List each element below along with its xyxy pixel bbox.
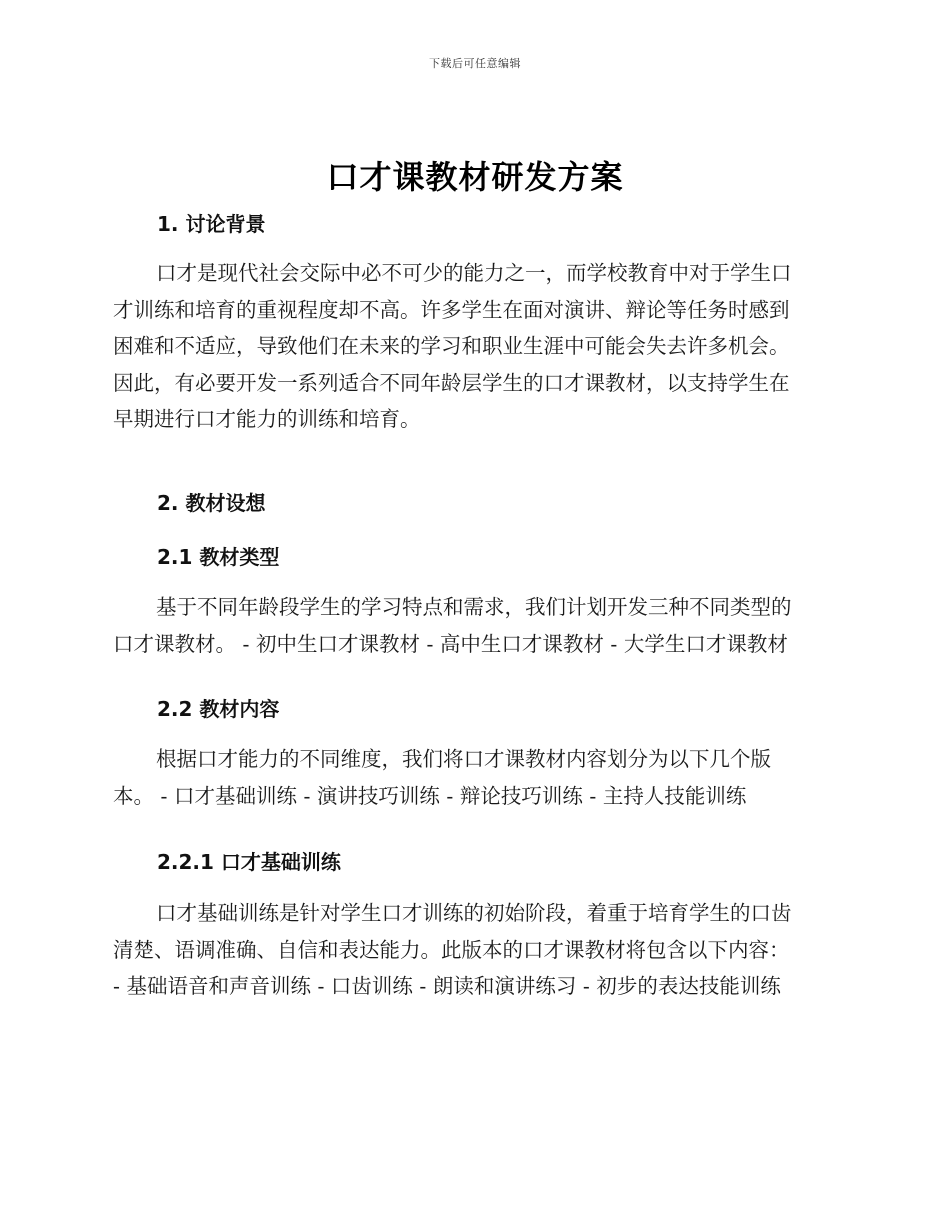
section-2-2-paragraph [113, 741, 843, 814]
paragraph-line: 口才基础训练是针对学生口才训练的初始阶段，着重于培育学生的口齿 [156, 901, 792, 925]
paragraph-line: 早期进行口才能力的训练和培育。 [113, 407, 421, 431]
paragraph-line: 基于不同年龄段学生的学习特点和需求，我们计划开发三种不同类型的 [156, 595, 792, 619]
header-note: 下载后可任意编辑 [429, 57, 521, 70]
section-2-2-1-paragraph [113, 895, 843, 1005]
section-1-paragraph [113, 255, 843, 438]
section-2-1-paragraph [113, 589, 843, 662]
section-heading-2-1: 2.1 教材类型 [157, 545, 280, 569]
paragraph-line: 困难和不适应，导致他们在未来的学习和职业生涯中可能会失去许多机会。 [113, 334, 790, 358]
paragraph-line: 因此，有必要开发一系列适合不同年龄层学生的口才课教材，以支持学生在 [113, 370, 790, 395]
paragraph-line: 才训练和培育的重视程度却不高。许多学生在面对演讲、辩论等任务时感到 [113, 297, 790, 322]
section-heading-2-2-1: 2.2.1 口才基础训练 [157, 850, 341, 874]
paragraph-line: 本。 - 口才基础训练 - 演讲技巧训练 - 辩论技巧训练 - 主持人技能训练 [113, 783, 747, 808]
section-heading-2-2: 2.2 教材内容 [157, 697, 280, 721]
section-heading-1: 1. 讨论背景 [157, 212, 266, 236]
document-title: 口才课教材研发方案 [326, 158, 624, 196]
section-heading-2: 2. 教材设想 [157, 491, 266, 515]
paragraph-line: 口才是现代社会交际中必不可少的能力之一，而学校教育中对于学生口 [156, 261, 792, 285]
paragraph-line: - 基础语音和声音训练 - 口齿训练 - 朗读和演讲练习 - 初步的表达技能训练 [113, 974, 781, 998]
paragraph-line: 根据口才能力的不同维度，我们将口才课教材内容划分为以下几个版 [156, 747, 771, 771]
paragraph-line: 口才课教材。 - 初中生口才课教材 - 高中生口才课教材 - 大学生口才课教材 [113, 631, 788, 656]
paragraph-line: 清楚、语调准确、自信和表达能力。此版本的口才课教材将包含以下内容： [113, 937, 790, 962]
